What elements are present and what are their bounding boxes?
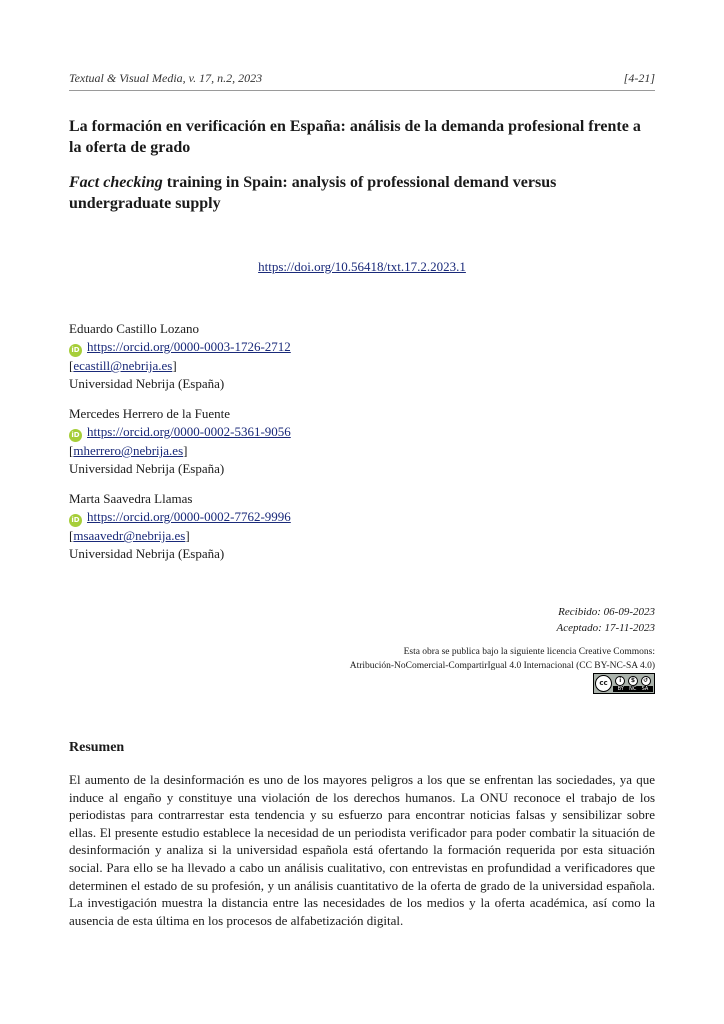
sa-icon: ↺ <box>641 676 651 686</box>
title-english <box>69 172 655 214</box>
orcid-icon: iD <box>69 344 82 357</box>
orcid-link[interactable]: https://orcid.org/0000-0002-5361-9056 <box>87 424 291 439</box>
journal-citation: Textual & Visual Media, v. 17, n.2, 2023 <box>69 71 263 85</box>
submission-dates <box>557 604 655 636</box>
license-line-1: Esta obra se publica bajo la siguiente licencia Creative Commons: <box>403 647 655 657</box>
cc-logo-icon: cc <box>595 675 612 692</box>
cc-condition-icons <box>614 675 652 686</box>
title-spanish: La formación en verificación en España: análisis de la demanda profesional frente a la oferta de grado <box>69 118 641 156</box>
cc-label-strip: BY NC SA <box>613 686 653 692</box>
author-email-line <box>69 527 489 545</box>
email-link[interactable]: msaavedr@nebrija.es <box>73 528 186 543</box>
title-english-italic: Fact checking <box>69 174 163 191</box>
orcid-icon: iD <box>69 429 82 442</box>
orcid-link[interactable]: https://orcid.org/0000-0002-7762-9996 <box>87 509 291 524</box>
author-affiliation: Universidad Nebrija (España) <box>69 376 225 391</box>
nc-icon: $ <box>628 676 638 686</box>
author-list <box>69 320 489 575</box>
license-line-2: Atribución-NoComercial-CompartirIgual 4.0 Internacional (CC BY-NC-SA 4.0) <box>349 661 655 671</box>
author-name: Eduardo Castillo Lozano <box>69 321 199 336</box>
author-block <box>69 405 489 478</box>
bracket-close: ] <box>185 528 190 543</box>
license-notice <box>350 645 655 673</box>
orcid-link[interactable]: https://orcid.org/0000-0003-1726-2712 <box>87 339 291 354</box>
by-icon: i <box>615 676 625 686</box>
author-email-line <box>69 357 489 375</box>
bracket-close: ] <box>183 443 188 458</box>
email-link[interactable]: ecastill@nebrija.es <box>73 358 173 373</box>
title-english-rest: training in Spain: analysis of professional demand versus undergraduate supply <box>69 174 557 212</box>
received-date: Recibido: 06-09-2023 <box>558 606 655 618</box>
doi-link[interactable]: https://doi.org/10.56418/txt.17.2.2023.1 <box>258 259 466 274</box>
bracket-close: ] <box>172 358 177 373</box>
author-orcid-line <box>69 338 489 357</box>
author-block <box>69 490 489 563</box>
page-range: [4-21] <box>623 71 655 85</box>
accepted-date: Aceptado: 17-11-2023 <box>556 622 655 634</box>
author-affiliation: Universidad Nebrija (España) <box>69 461 225 476</box>
abstract-heading: Resumen <box>69 740 125 755</box>
bracket-open: [ <box>69 358 74 373</box>
author-email-line <box>69 442 489 460</box>
author-name: Mercedes Herrero de la Fuente <box>69 406 230 421</box>
doi-line <box>0 259 724 275</box>
cc-by-nc-sa-icon[interactable] <box>593 673 655 694</box>
running-header <box>69 68 655 91</box>
author-block <box>69 320 489 393</box>
author-name: Marta Saavedra Llamas <box>69 491 193 506</box>
bracket-open: [ <box>69 443 74 458</box>
orcid-icon: iD <box>69 514 82 527</box>
author-orcid-line <box>69 423 489 442</box>
abstract-body: El aumento de la desinformación es uno de los mayores peligros a los que se enfrentan las sociedades, ya que induce al engaño y constituye una violación de los derechos humanos. La ONU reconoce el trabajo de los periodistas para contrarrestar esta tendencia y su esfuerzo para encontrar noticias falsas y sensibilizar sobre ellas. El presente estudio establece la necesidad de un periodista verificador para poder combatir la situación de desinformación y analiza si la universidad española está ofertando la formación requerida por esta situación social. Para ello se ha llevado a cabo un análisis cualitativo, con entrevistas en profundidad a verificadores que determinen el estado de su profesión, y un análisis cuantitativo de la oferta de grado de la universidad española. La investigación muestra la distancia entre las necesidades de los medios y la oferta académica, así como la ausencia de esta última en los procesos de alfabetización digital. <box>69 772 655 928</box>
author-affiliation: Universidad Nebrija (España) <box>69 546 225 561</box>
email-link[interactable]: mherrero@nebrija.es <box>73 443 184 458</box>
author-orcid-line <box>69 508 489 527</box>
bracket-open: [ <box>69 528 74 543</box>
